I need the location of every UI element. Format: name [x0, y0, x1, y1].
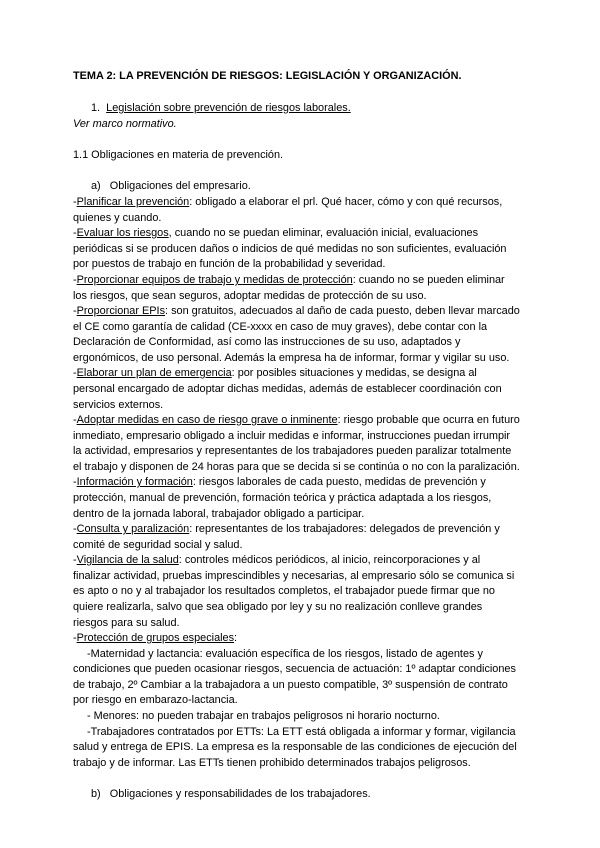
term-vigilancia: Vigilancia de la salud — [76, 554, 179, 566]
paragraph-planificar: -Planificar la prevención: obligado a elaborar el prl. Qué hacer, cómo y con qué recursos, — [73, 196, 503, 208]
text-line: el trabajo y disponen de 24 horas para que se decida si se continúa o no con la paralización. — [73, 461, 520, 473]
term-grupos: Protección de grupos especiales — [76, 632, 235, 644]
paragraph-vigilancia: -Vigilancia de la salud: controles médicos periódicos, al inicio, reincorporaciones y al — [73, 554, 481, 566]
paragraph-riesgo-grave: -Adoptar medidas en caso de riesgo grave o inminente: riesgo probable que ocurra en futuro — [73, 414, 520, 426]
paragraph-evaluar: -Evaluar los riesgos, cuando no se puedan eliminar, evaluación inicial, evaluaciones — [73, 227, 479, 239]
text-line: los riesgos, que sean seguros, adoptar medidas de protección de su uso. — [73, 290, 427, 302]
text-line: por puestos de trabajo en función de la probabilidad y severidad. — [73, 258, 386, 270]
paragraph-informacion: -Información y formación: riesgos laborales de cada puesto, medidas de prevención y — [73, 476, 486, 488]
subsection-1-1: 1.1 Obligaciones en materia de prevención. — [73, 149, 284, 161]
menores-line: - Menores: no pueden trabajar en trabajos peligrosos ni horario nocturno. — [87, 710, 440, 722]
item-b-heading — [91, 787, 371, 803]
text-line: inmediato, empresario obligado a incluir medidas e informar, instrucciones puedan irrumpir — [73, 430, 511, 442]
term-evaluar: Evaluar los riesgos — [76, 227, 169, 239]
paragraph-equipos: -Proporcionar equipos de trabajo y medidas de protección: cuando no se pueden eliminar — [73, 274, 505, 286]
term-planificar: Planificar la prevención — [76, 196, 190, 208]
text-line: riesgos para su salud. — [73, 617, 180, 629]
text-line: Declaración de Conformidad, así como las instrucciones de su uso, adaptados y — [73, 336, 461, 348]
paragraph-consulta: -Consulta y paralización: representantes de los trabajadores: delegados de prevención y — [73, 523, 500, 535]
term-emergencia: Elaborar un plan de emergencia — [76, 367, 232, 379]
text-line: quiere realizarla, salvo que sea obligado por ley y su no realización conlleve grandes — [73, 601, 483, 613]
text-line: periódicas si se producen daños o indicios de qué medidas no son suficientes, evaluación — [73, 243, 507, 255]
text-line: es apto o no y al trabajador los resultados completos, el trabajador puede firmar que no — [73, 585, 495, 597]
text-line: condiciones que pueden ocasionar riesgos, secuencia de actuación: 1º adaptar condiciones — [73, 663, 516, 675]
text-line: dentro de la jornada laboral, trabajador obligado a participar. — [73, 508, 365, 520]
maternidad-line: -Maternidad y lactancia: evaluación específica de los riesgos, listado de agentes y — [87, 648, 483, 660]
section-1-number: 1. — [91, 102, 101, 114]
item-a-marker: a) — [91, 180, 101, 192]
text-line: protección, manual de prevención, formación teórica y práctica adaptada a los riesgos, — [73, 492, 492, 504]
text-line: servicios externos. — [73, 399, 164, 411]
text-line: el CE como garantía de calidad (CE-xxxx en caso de muy graves), debe contar con la — [73, 321, 488, 333]
item-a-text: Obligaciones del empresario. — [109, 180, 251, 192]
paragraph-grupos: -Protección de grupos especiales: — [73, 632, 238, 644]
text-line: personal encargado de adoptar dichas medidas, además de establecer coordinación con — [73, 383, 502, 395]
paragraph-epis: -Proporcionar EPIs: son gratuitos, adecuados al daño de cada puesto, deben llevar marcado — [73, 305, 520, 317]
item-b-marker: b) — [91, 788, 101, 800]
term-riesgo-grave: Adoptar medidas en caso de riesgo grave o inminente — [76, 414, 338, 426]
section-1-heading — [91, 101, 351, 117]
text-line: por riesgo en embarazo-lactancia. — [73, 694, 238, 706]
term-informacion: Información y formación — [76, 476, 193, 488]
text-line: comité de seguridad social y salud. — [73, 539, 243, 551]
paragraph-emergencia: -Elaborar un plan de emergencia: por posibles situaciones y medidas, se designa al — [73, 367, 477, 379]
term-epis: Proporcionar EPIs — [76, 305, 166, 317]
section-1-title: Legislación sobre prevención de riesgos laborales. — [106, 102, 351, 114]
text-line: de trabajo, 2º Cambiar a la trabajadora a un puesto compatible, 3º suspensión de contrato — [73, 679, 508, 691]
section-1-note: Ver marco normativo. — [73, 118, 177, 130]
document-title: TEMA 2: LA PREVENCIÓN DE RIESGOS: LEGISLACIÓN Y ORGANIZACIÓN. — [73, 70, 462, 82]
text-line: trabajo y de informar. Las ETTs tienen prohibido determinados trabajos peligrosos. — [73, 757, 471, 769]
text-line: quienes y cuando. — [73, 212, 162, 224]
text-line: ergonómicos, de uso personal. Además la empresa ha de informar, formar y vigilar su uso. — [73, 352, 510, 364]
item-a-heading — [91, 179, 251, 195]
etts-line: -Trabajadores contratados por ETTs: La ETT está obligada a informar y formar, vigilancia — [87, 726, 516, 738]
text-line: la actividad, empresarios y representantes de los trabajadores pueden paralizar totalmente — [73, 445, 512, 457]
term-consulta: Consulta y paralización — [76, 523, 190, 535]
text-line: salud y entrega de EPIS. La empresa es la responsable de las condiciones de ejecución del — [73, 741, 517, 753]
term-equipos: Proporcionar equipos de trabajo y medidas de protección — [76, 274, 353, 286]
item-b-text: Obligaciones y responsabilidades de los trabajadores. — [109, 788, 371, 800]
text-line: finalizar actividad, pruebas imprescindibles y necesarias, al empresario sólo se comunica si — [73, 570, 515, 582]
